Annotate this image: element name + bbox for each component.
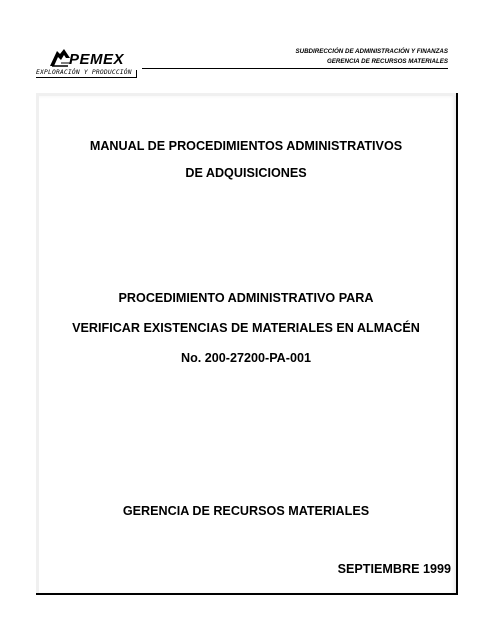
procedure-number: No. 200-27200-PA-001 xyxy=(181,351,311,365)
logo-underline xyxy=(36,77,136,78)
header-block xyxy=(295,47,448,66)
logo-side-rule xyxy=(136,70,137,78)
manual-title-line1: MANUAL DE PROCEDIMIENTOS ADMINISTRATIVOS xyxy=(89,139,403,153)
manual-title-line2: DE ADQUISICIONES xyxy=(185,166,307,180)
logo-subtitle: EXPLORACIÓN Y PRODUCCIÓN xyxy=(36,69,132,76)
logo-wordmark: PEMEX xyxy=(69,51,125,68)
department-name: GERENCIA DE RECURSOS MATERIALES xyxy=(122,504,370,518)
frame-top-shade xyxy=(36,93,456,96)
header-rule xyxy=(142,68,448,69)
document-date: SEPTIEMBRE 1999 xyxy=(337,562,451,576)
procedure-title-line2: VERIFICAR EXISTENCIAS DE MATERIALES EN ALMACÉN xyxy=(72,321,420,335)
procedure-title-line1: PROCEDIMIENTO ADMINISTRATIVO PARA xyxy=(118,291,374,305)
header-subdireccion: SUBDIRECCIÓN DE ADMINISTRACIÓN Y FINANZAS xyxy=(295,48,448,55)
pemex-logo xyxy=(36,44,136,78)
header-gerencia: GERENCIA DE RECURSOS MATERIALES xyxy=(326,57,448,65)
